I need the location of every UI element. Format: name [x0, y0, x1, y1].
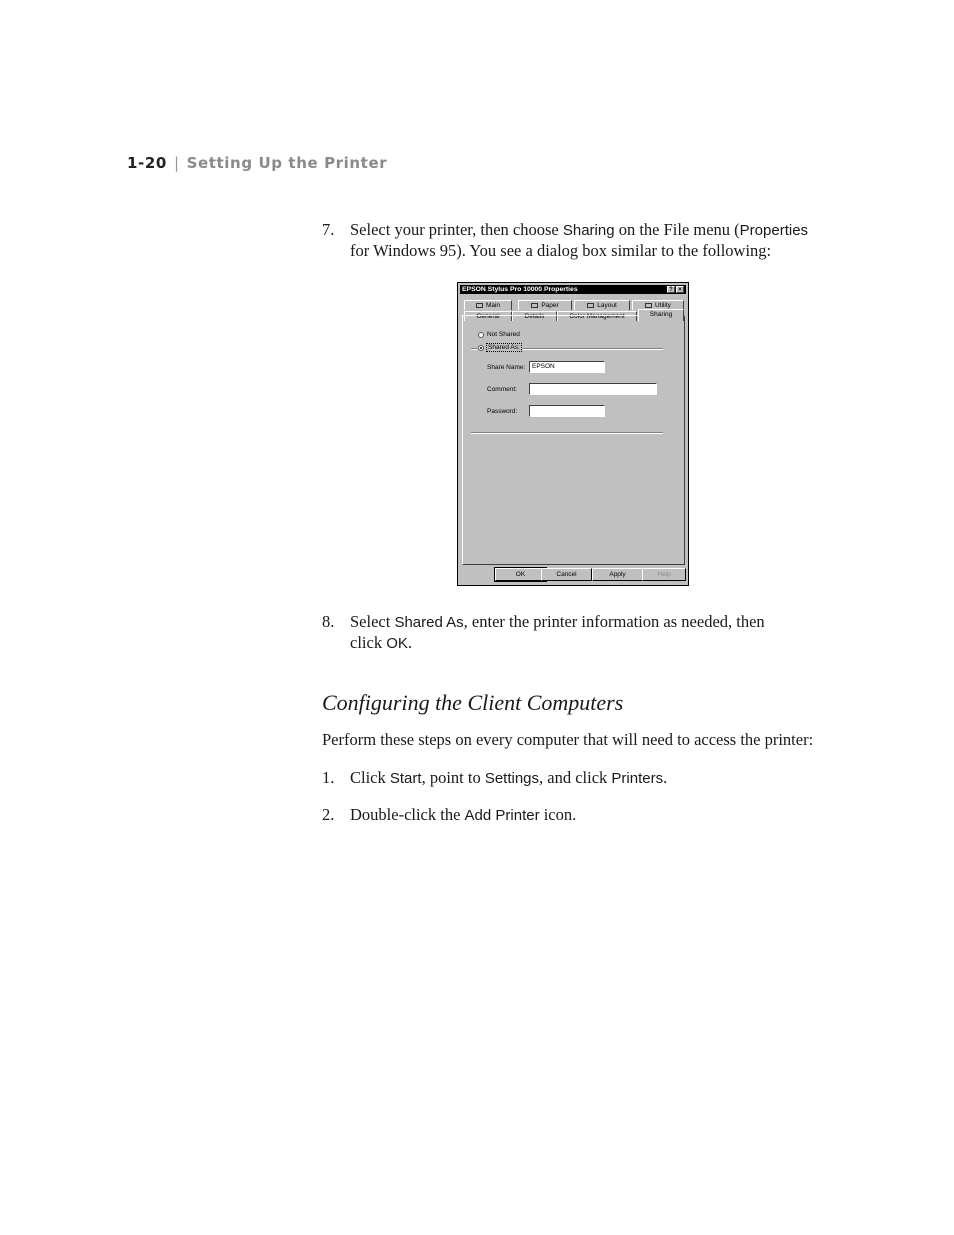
menu-start: Start: [389, 770, 422, 787]
help-icon[interactable]: ?: [667, 286, 675, 293]
text: icon.: [539, 805, 577, 824]
step-7-line-1: [350, 219, 808, 241]
text: on the File menu (: [614, 220, 740, 239]
text: , enter the printer information as needed, then: [463, 612, 765, 631]
list-item-2-text: [350, 804, 576, 826]
share-name-label: Share Name:: [487, 364, 526, 371]
step-number: 1.: [322, 768, 335, 787]
text: .: [407, 633, 413, 652]
text: , point to: [421, 768, 485, 787]
text: click: [350, 633, 387, 652]
printer-icon: [476, 303, 483, 308]
comment-label: Comment:: [487, 386, 517, 393]
utility-icon: [645, 303, 652, 308]
group-line: [471, 348, 477, 350]
section-heading: Configuring the Client Computers: [322, 690, 624, 715]
text: Click: [350, 768, 390, 787]
close-icon[interactable]: ×: [676, 286, 684, 293]
password-label: Password:: [487, 408, 518, 415]
menu-sharing: Sharing: [562, 222, 615, 239]
divider: [471, 432, 663, 434]
not-shared-radio[interactable]: [478, 332, 484, 338]
button-ok-ref: OK: [386, 635, 408, 652]
text: Select your printer, then choose: [350, 220, 563, 239]
dialog-title: EPSON Stylus Pro 10000 Properties: [462, 286, 578, 293]
step-7-line-2: for Windows 95). You see a dialog box similar to the following:: [350, 241, 772, 260]
help-button: Help: [642, 568, 686, 581]
comment-field[interactable]: [529, 383, 657, 395]
step-number: 7.: [322, 220, 335, 239]
add-printer-ref: Add Printer: [464, 807, 540, 824]
step-8-line-2: [350, 632, 412, 654]
dialog-title-bar: [460, 285, 686, 294]
tab-label: Paper: [541, 302, 559, 309]
section-title: Setting Up the Printer: [186, 154, 388, 172]
running-header: [127, 154, 387, 172]
menu-printers: Printers: [611, 770, 664, 787]
shared-as-label: Shared As:: [488, 344, 520, 351]
header-separator: |: [173, 154, 180, 172]
menu-settings: Settings: [484, 770, 540, 787]
text: Double-click the: [350, 805, 465, 824]
ok-button[interactable]: OK: [495, 568, 546, 581]
page-number: 1-20: [127, 154, 167, 172]
sharing-panel: [462, 315, 685, 565]
option-shared-as: Shared As: [394, 614, 464, 631]
list-item-1-text: [350, 767, 667, 789]
layout-icon: [587, 303, 594, 308]
step-8-line-1: [350, 611, 765, 633]
list-item-2: [322, 804, 842, 826]
text: Select: [350, 612, 395, 631]
tab-layout[interactable]: [574, 300, 630, 310]
tab-details[interactable]: Details: [512, 311, 557, 321]
list-item-1: [322, 767, 842, 789]
tab-general[interactable]: General: [464, 311, 512, 321]
tab-paper[interactable]: [518, 300, 572, 310]
step-7: [322, 219, 842, 263]
paper-icon: [531, 303, 538, 308]
step-8: [322, 611, 842, 655]
section-intro: Perform these steps on every computer that will need to access the printer:: [322, 730, 814, 749]
text: .: [663, 768, 668, 787]
step-number: 8.: [322, 612, 335, 631]
share-name-field[interactable]: EPSON: [529, 361, 605, 373]
tab-label: Main: [485, 302, 501, 309]
shared-as-radio[interactable]: [478, 345, 484, 351]
step-number: 2.: [322, 805, 335, 824]
tab-color-management[interactable]: Color Management: [557, 311, 637, 321]
tab-sharing[interactable]: Sharing: [638, 309, 684, 321]
text: , and click: [539, 768, 612, 787]
cancel-button[interactable]: Cancel: [541, 568, 592, 581]
apply-button[interactable]: Apply: [592, 568, 643, 581]
printer-properties-dialog: [457, 282, 689, 586]
not-shared-label: Not Shared: [487, 331, 520, 338]
group-line: [523, 348, 663, 350]
menu-properties: Properties: [739, 222, 809, 239]
tab-label: Utility: [655, 302, 671, 309]
password-field[interactable]: [529, 405, 605, 417]
tab-main[interactable]: [464, 300, 512, 310]
tab-label: Layout: [597, 302, 617, 309]
